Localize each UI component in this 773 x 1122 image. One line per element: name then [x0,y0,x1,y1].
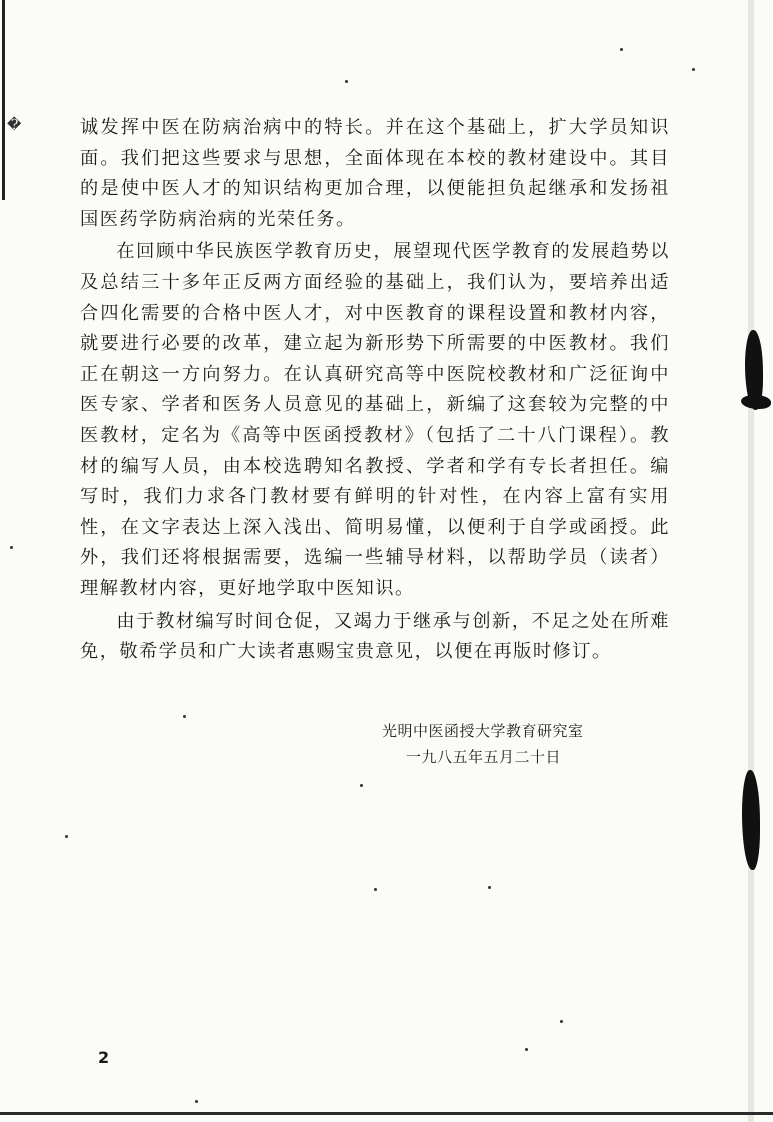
ink-blot [742,770,760,870]
ink-blot [741,395,771,409]
signature-organization: 光明中医函授大学教育研究室 [382,722,584,740]
paragraph: 由于教材编写时间仓促，又竭力于继承与创新，不足之处在所难免，敬希学员和广大读者惠赐宝贵意见，以便在再版时修订。 [80,610,670,663]
right-page-edge [748,0,754,1122]
speck [560,1020,563,1023]
speck [183,715,186,718]
speck [692,68,695,71]
body-text [80,113,670,670]
margin-glyph: � [7,117,22,133]
speck [360,784,363,787]
bottom-page-edge [0,1112,773,1115]
speck [374,888,377,891]
speck [10,546,13,549]
page-number: 2 [98,1048,110,1067]
speck [345,80,348,83]
speck [525,1048,528,1051]
signature-date: 一九八五年五月二十日 [406,748,562,766]
speck [488,886,491,889]
paragraph: 在回顾中华民族医学教育历史，展望现代医学教育的发展趋势以及总结三十多年正反两方面经验的基础上，我们认为，要培养出适合四化需要的合格中医人才，对中医教育的课程设置和教材内容，就要进行必要的改革，建立起为新形势下所需要的中医教材。我们正在朝这一方向努力。在认真研究高等中医院校教材和广泛征询中医专家、学者和医务人员意见的基础上，新编了这套较为完整的中医教材，定名为《高等中医函授教材》（包括了二十八门课程）。教材的编写人员，由本校选聘知名教授、学者和学有专长者担任。编写时，我们力求各门教材要有鲜明的针对性，在内容上富有实用性，在文字表达上深入浅出、简明易懂，以便利于自学或函授。此外，我们还将根据需要，选编一些辅导材料，以帮助学员（读者）理解教材内容，更好地学取中医知识。 [80,241,670,599]
paragraph: 诚发挥中医在防病治病中的特长。并在这个基础上，扩大学员知识面。我们把这些要求与思想，全面体现在本校的教材建设中。其目的是使中医人才的知识结构更加合理，以便能担负起继承和发扬祖国医药学防病治病的光荣任务。 [80,117,670,230]
speck [65,835,68,838]
speck [195,1100,198,1103]
signature-block [382,718,584,770]
left-binding-line [2,0,5,200]
speck [620,48,623,51]
